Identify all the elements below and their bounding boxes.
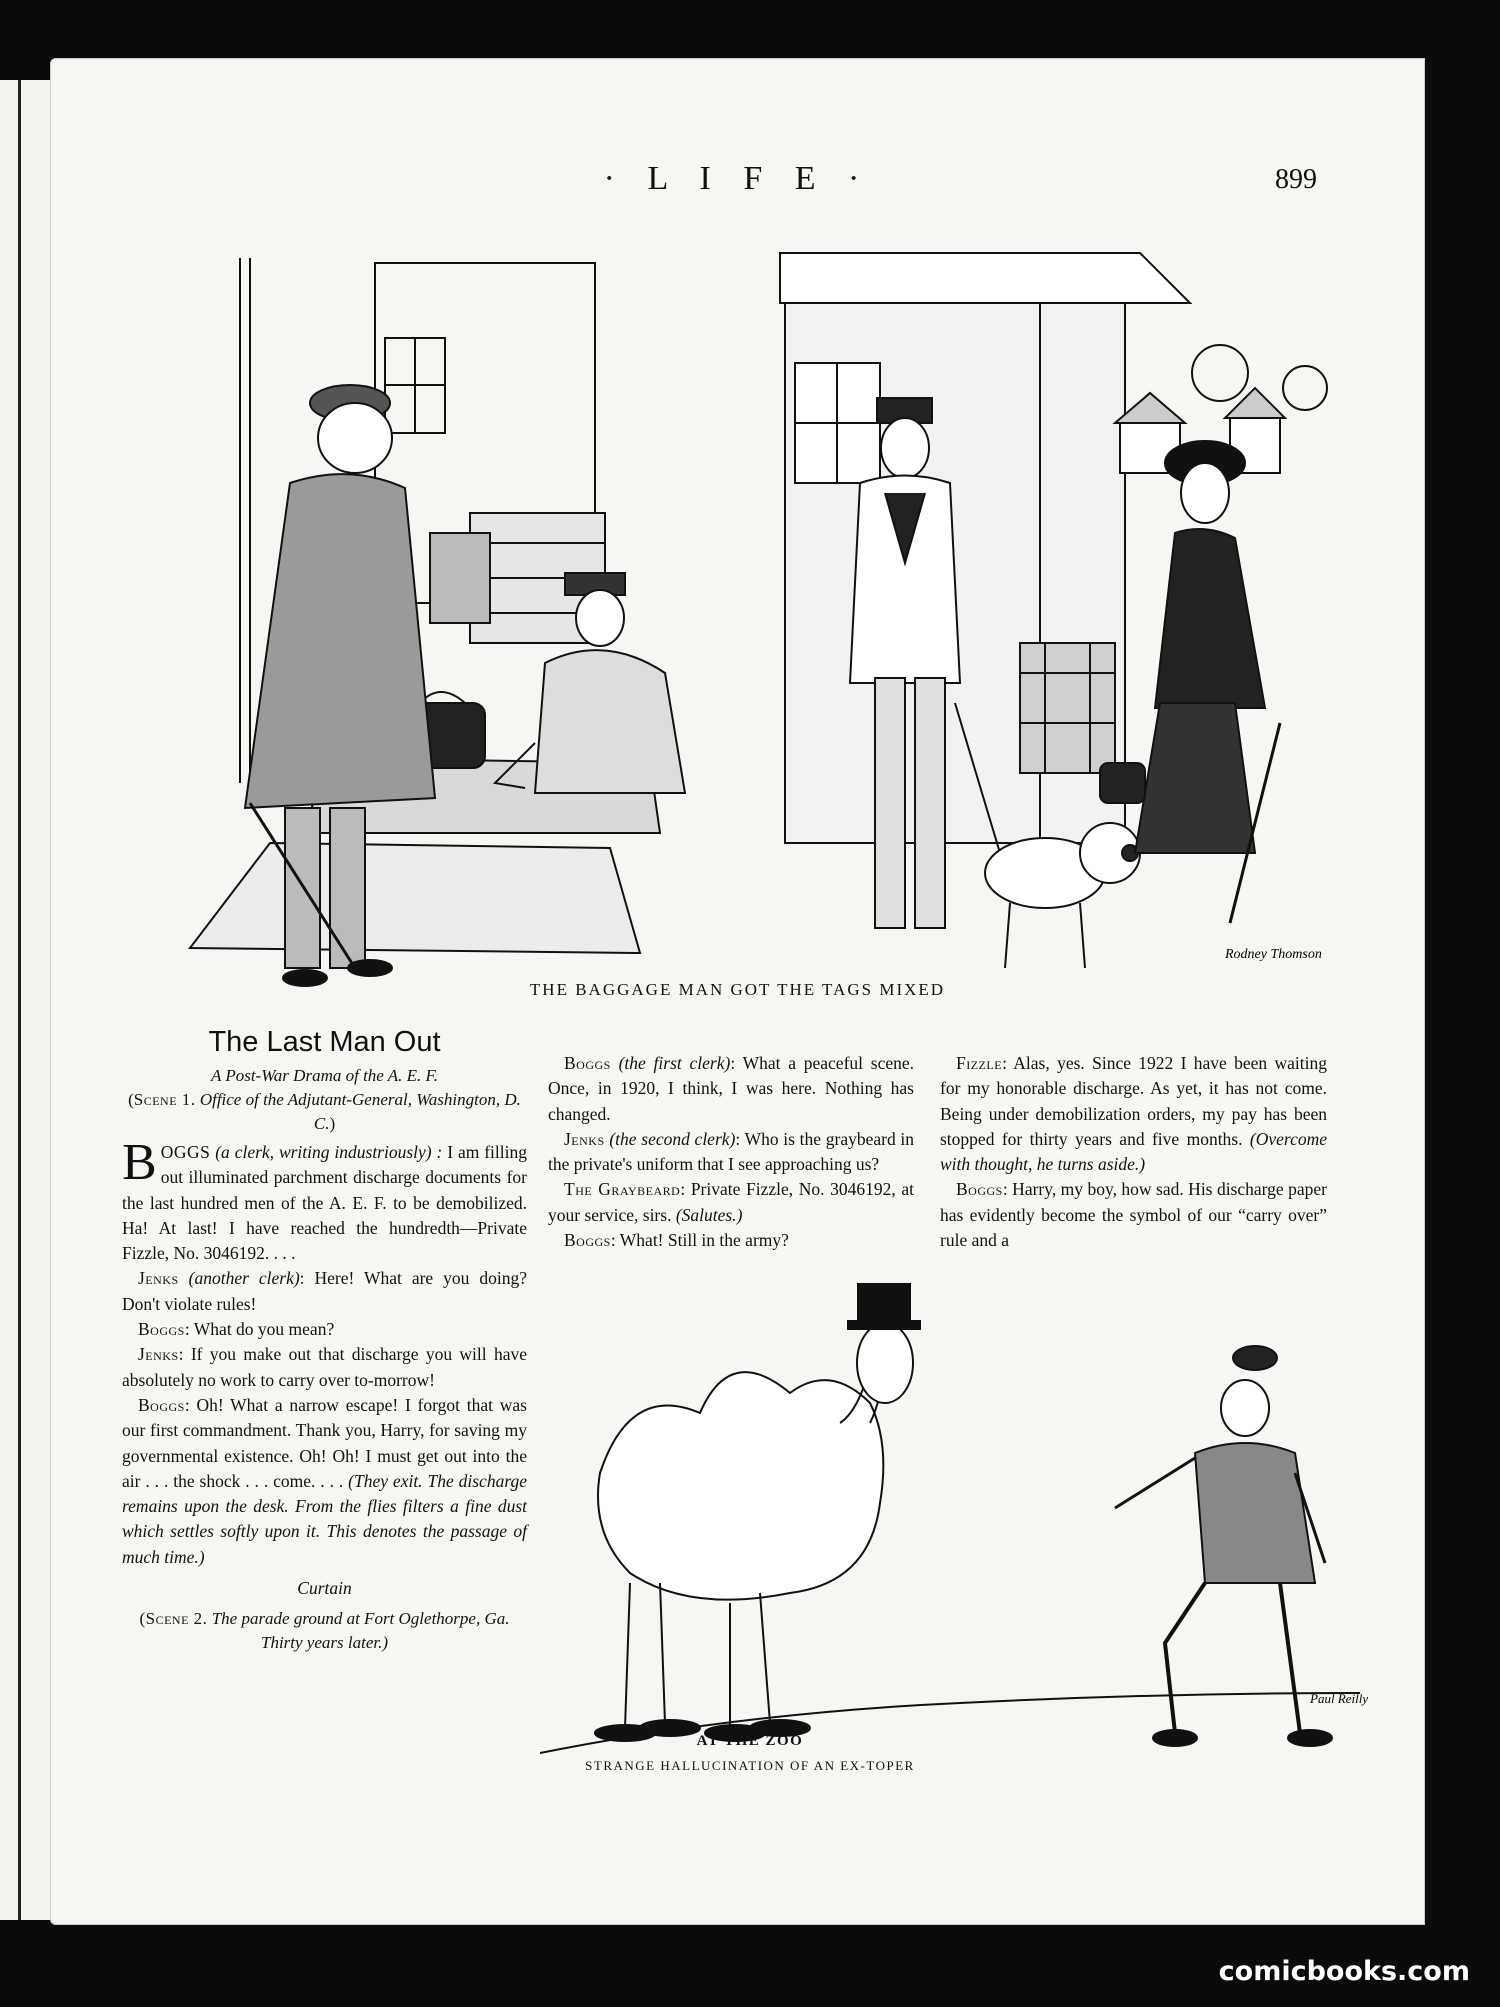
paragraph-boggs-4 xyxy=(548,1051,914,1127)
stage-direction: (the first clerk) xyxy=(618,1053,731,1073)
stage-direction: (a clerk, writing industriously) : xyxy=(215,1142,443,1162)
paragraph-jenks-2 xyxy=(122,1342,527,1393)
facing-page-gutter xyxy=(18,80,21,1920)
article-column-3 xyxy=(940,1051,1327,1253)
dialogue-text: I am filling out illuminated parchment discharge documents for the last hundred men of the A. E. F. to be demobilized. Ha! At last! I have reached the hundredth—Private Fizzle, No. 3046192. . . . xyxy=(122,1142,527,1264)
scene-1-place: Office of the Adjutant-General, Washington, D. C. xyxy=(199,1090,521,1133)
zoo-cartoon-title: AT THE ZOO xyxy=(696,1733,804,1749)
scene-2-heading xyxy=(122,1607,527,1655)
paragraph-fizzle xyxy=(940,1051,1327,1177)
speaker-jenks: Jenks xyxy=(138,1268,179,1289)
dialogue-text: : Oh! What a narrow escape! I forgot that was our first commandment. Thank you, Harry, for saving my governmental existence. Oh! Oh! I must get out into the air . . . the shock . . . come. . . . xyxy=(122,1394,527,1491)
zoo-cartoon-subtitle: STRANGE HALLUCINATION OF AN EX-TOPER xyxy=(585,1758,915,1773)
stage-direction: (Overcome with thought, he turns aside.) xyxy=(940,1128,1327,1175)
dialogue-text: : If you make out that discharge you will have absolutely no work to carry over to-morrow! xyxy=(122,1344,527,1390)
speaker-boggs: Boggs xyxy=(564,1053,611,1073)
stage-direction: (They exit. The discharge remains upon the desk. From the flies filters a fine dust which settles softly upon it. This denotes the passage of much time.) xyxy=(122,1470,528,1567)
curtain-line: Curtain xyxy=(297,1578,352,1599)
dialogue-text: : Private Fizzle, No. 3046192, at your service, sirs. xyxy=(548,1179,914,1225)
dialogue-text: : Alas, yes. Since 1922 I have been waiting for my honorable discharge. As yet, it has not come. Being under demobilization orders, my pay has been stopped for thirty years and five months. xyxy=(940,1053,1327,1149)
stage-direction: (the second clerk) xyxy=(609,1128,736,1149)
scene-2-label: (Scene 2. xyxy=(139,1609,208,1629)
zoo-cartoon xyxy=(540,1283,1370,1773)
paragraph-graybeard xyxy=(548,1177,914,1228)
stage-direction: (another clerk) xyxy=(188,1268,300,1289)
drop-cap: B xyxy=(122,1134,157,1191)
paragraph-jenks-1 xyxy=(122,1266,527,1317)
top-cartoon-caption: THE BAGGAGE MAN GOT THE TAGS MIXED xyxy=(529,980,946,999)
page-header xyxy=(50,160,1425,210)
dialogue-text: : Harry, my boy, how sad. His discharge paper has evidently become the symbol of our “carry over” rule and a xyxy=(940,1179,1327,1251)
facing-page-edge xyxy=(0,80,50,1920)
stage-direction: (Salutes.) xyxy=(675,1204,743,1225)
article-title: The Last Man Out xyxy=(208,1026,441,1058)
speaker-fizzle: Fizzle xyxy=(956,1053,1003,1073)
speaker-boggs: Boggs xyxy=(138,1319,185,1340)
top-cartoon-signature: Rodney Thomson xyxy=(1225,947,1322,962)
baggage-cartoon xyxy=(140,223,1340,1028)
dialogue-text: : What! Still in the army? xyxy=(610,1230,789,1251)
scene-1-label: Scene 1. xyxy=(133,1090,196,1109)
page-number: 899 xyxy=(1275,164,1317,195)
speaker-boggs: OGGS xyxy=(160,1142,211,1162)
scene-2-place: The parade ground at Fort Oglethorpe, Ga. Thirty years later.) xyxy=(211,1609,510,1653)
article-subtitle: A Post-War Drama of the A. E. F. xyxy=(211,1066,438,1085)
speaker-jenks: Jenks xyxy=(138,1344,179,1365)
speaker-boggs: Boggs xyxy=(956,1179,1003,1200)
magazine-page xyxy=(50,58,1425,1925)
paragraph-boggs-1 xyxy=(122,1134,527,1266)
dialogue-text: : What do you mean? xyxy=(184,1319,335,1340)
speaker-graybeard: The Graybeard xyxy=(564,1179,681,1200)
magazine-title: · L I F E · xyxy=(603,160,872,197)
dialogue-text: : Here! What are you doing? Don't violate rules! xyxy=(122,1268,528,1314)
dialogue-text: : Who is the graybeard in the private's uniform that I see approaching us? xyxy=(548,1128,915,1175)
speaker-jenks: Jenks xyxy=(564,1128,605,1149)
site-watermark: comicbooks.com xyxy=(1218,1956,1470,1987)
article-column-1 xyxy=(122,1022,527,1655)
article-column-2 xyxy=(548,1051,914,1253)
speaker-boggs: Boggs xyxy=(138,1394,185,1415)
zoo-cartoon-signature: Paul Reilly xyxy=(1310,1691,1369,1706)
paragraph-jenks-3 xyxy=(548,1127,914,1178)
dialogue-text: : What a peaceful scene. Once, in 1920, I think, I was here. Nothing has changed. xyxy=(548,1053,914,1124)
paragraph-boggs-6 xyxy=(940,1177,1327,1253)
paragraph-boggs-5 xyxy=(548,1228,914,1253)
paragraph-boggs-2 xyxy=(122,1317,527,1342)
paragraph-boggs-3 xyxy=(122,1393,527,1570)
scene-1-heading: (Scene 1. Office of the Adjutant-General, Washington, D. C.) xyxy=(128,1090,521,1133)
speaker-boggs: Boggs xyxy=(564,1230,611,1251)
